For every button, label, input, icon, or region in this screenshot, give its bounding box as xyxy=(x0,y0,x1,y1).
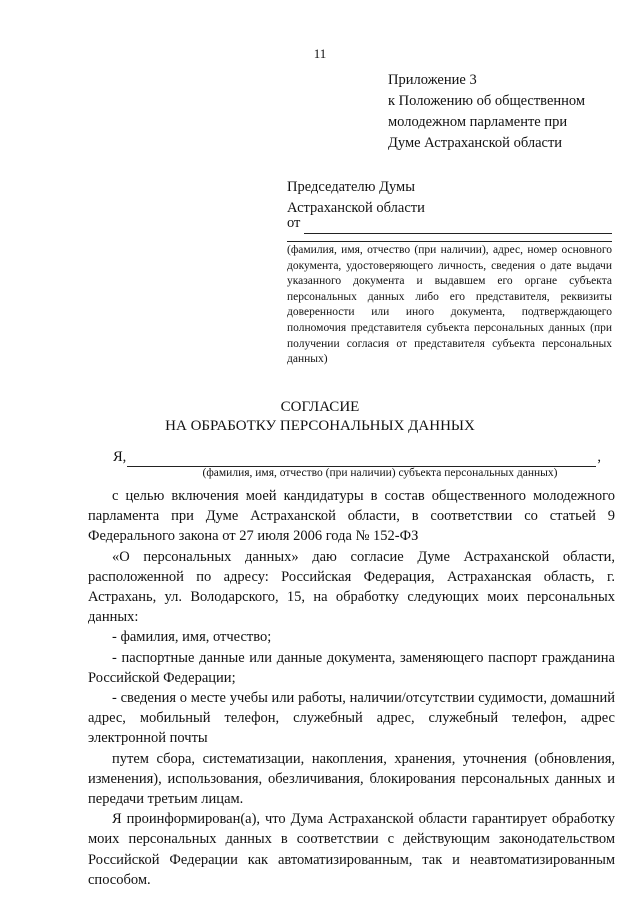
consent-body xyxy=(88,486,615,890)
body-paragraph: с целью включения моей кандидатуры в состав общественного молодежного парламента при Думе Астраханской области, в соответствии со статьей 9 Федерального закона от 27 июля 2006 года № 152-ФЗ xyxy=(88,488,615,545)
appendix-line: молодежном парламенте при xyxy=(388,114,568,130)
title-line: СОГЛАСИЕ xyxy=(280,399,360,415)
addressee-line: Астраханской области xyxy=(287,200,425,216)
addressee-hint: (фамилия, имя, отчество (при наличии), адрес, номер основного документа, удостоверяющего личность, сведения о дате выдачи указанного документа и выдавшем его органе субъекта персональных данных либо его представителя, реквизиты доверенности или иного документа, подтверждающего полномочия представителя субъекта персональных данных (при получении согласия от представителя субъекта персональных данных) xyxy=(287,244,612,366)
addressee-extra-underline[interactable] xyxy=(287,241,612,242)
declarant-prefix: Я, xyxy=(113,449,127,465)
declarant-suffix: , xyxy=(597,449,601,465)
title-line: НА ОБРАБОТКУ ПЕРСОНАЛЬНЫХ ДАННЫХ xyxy=(165,418,475,434)
body-paragraph: путем сбора, систематизации, накопления, хранения, уточнения (обновления, изменения), использования, обезличивания, блокирования персональных данных и передачи третьим лицам. xyxy=(88,750,615,808)
document-title xyxy=(0,398,640,436)
body-paragraph: Я проинформирован(а), что Дума Астраханской области гарантирует обработку моих персональных данных в соответствии с действующим законодательством Российской Федерации как автоматизированным, так и неавтоматизированным способом. xyxy=(88,811,615,888)
body-paragraph: «О персональных данных» даю согласие Думе Астраханской области, расположенной по адресу: Российская Федерация, Астраханская область, г. Астрахань, ул. Володарского, 15, на обработку следующих моих персональных данных: xyxy=(88,548,615,626)
body-list-item: - сведения о месте учебы или работы, наличии/отсутствии судимости, домашний адрес, мобильный телефон, служебный адрес, служебный телефон, адрес электронной почты xyxy=(88,690,615,747)
from-underline[interactable] xyxy=(304,219,612,234)
page-number: 11 xyxy=(313,46,327,61)
appendix-line: Приложение 3 xyxy=(388,72,477,88)
declarant-underline[interactable] xyxy=(127,452,596,467)
appendix-line: к Положению об общественном xyxy=(388,93,586,109)
body-list-item: - паспортные данные или данные документа, заменяющего паспорт гражданина Российской Федерации; xyxy=(88,649,615,686)
declarant-hint: (фамилия, имя, отчество (при наличии) субъекта персональных данных) xyxy=(202,467,558,479)
body-list-item: - фамилия, имя, отчество; xyxy=(112,629,272,646)
declarant-field[interactable] xyxy=(113,447,601,467)
from-field[interactable] xyxy=(287,213,612,234)
appendix-block xyxy=(388,70,585,154)
appendix-line: Думе Астраханской области xyxy=(388,135,563,151)
addressee-line: Председателю Думы xyxy=(287,179,415,195)
from-label: от xyxy=(287,215,301,231)
